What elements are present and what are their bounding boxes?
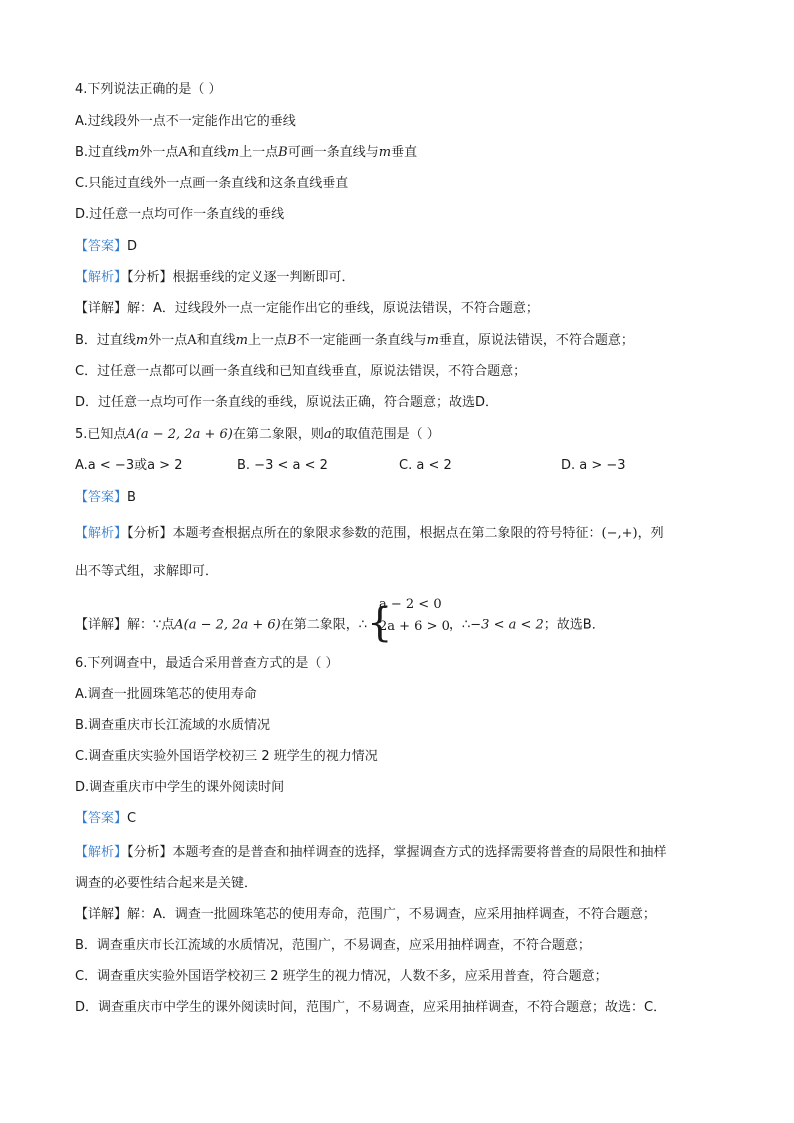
q5-analysis-2: 出不等式组，求解即可．	[75, 564, 219, 579]
q4-option-d: D.过任意一点均可作一条直线的垂线	[75, 207, 285, 222]
q5-option-b: B. −3 < a < 2	[237, 458, 328, 473]
q5-answer	[75, 488, 136, 508]
q6-detail-1: 【详解】解：A．调查一批圆珠笔芯的使用寿命，范围广，不易调查，应采用抽样调查，不符合题意；	[75, 907, 656, 922]
answer-value: C	[127, 811, 137, 826]
text: 垂直	[391, 145, 418, 160]
q5-option-a: A.a < −3或a > 2	[75, 458, 183, 473]
math-var: B	[287, 333, 297, 348]
text: 外一点	[139, 145, 179, 160]
text: 可画一条直线与	[287, 145, 379, 160]
q6-detail-2: B．调查重庆市长江流域的水质情况，范围广，不易调查，应采用抽样调查，不符合题意；	[75, 938, 591, 953]
text: 的取值范围是（ ）	[331, 427, 440, 442]
q4-detail-1: 【详解】解：A．过线段外一点一定能作出它的垂线，原说法错误，不符合题意；	[75, 301, 539, 316]
q5-detail	[75, 597, 605, 646]
text: 在第二象限，则	[232, 427, 324, 442]
answer-tag: 【答案】	[75, 490, 128, 505]
analysis-text: 【分析】本题考查根据点所在的象限求参数的范围，根据点在第二象限的符号特征：	[127, 526, 602, 541]
math-var: B	[278, 145, 288, 160]
math-var: m	[378, 145, 392, 160]
q6-detail-3: C．调查重庆实验外国语学校初三 2 班学生的视力情况，人数不多，应采用普查，符合题意；	[75, 969, 608, 984]
q6-option-a: A.调查一批圆珠笔芯的使用寿命	[75, 687, 257, 702]
answer-tag: 【答案】	[75, 239, 128, 254]
q5-stem	[75, 425, 440, 445]
analysis-tag: 【解析】	[75, 270, 128, 285]
answer-tag: 【答案】	[75, 811, 128, 826]
inequality-1: a − 2 < 0	[379, 597, 442, 612]
text: ，∴	[449, 617, 471, 633]
q4-option-c: C.只能过直线外一点画一条直线和这条直线垂直	[75, 176, 349, 191]
math-sign: (−,+)	[601, 526, 638, 541]
q4-detail-2	[75, 331, 634, 351]
text: ，列	[637, 526, 664, 541]
math-var: m	[127, 145, 140, 160]
q4-stem: 4.下列说法正确的是（ ）	[75, 82, 222, 97]
text: 在第二象限，∴	[280, 617, 367, 633]
q5-option-d: D. a > −3	[561, 458, 626, 473]
q6-analysis-1	[75, 843, 667, 863]
math-point: A(a − 2, 2a + 6)	[126, 427, 233, 442]
analysis-text: 【分析】根据垂线的定义逐一判断即可．	[127, 270, 355, 285]
inequality-system	[367, 597, 450, 646]
q6-stem: 6.下列调查中，最适合采用普查方式的是（ ）	[75, 656, 339, 671]
text: 5.已知点	[75, 427, 127, 442]
text: 上一点	[239, 145, 279, 160]
text: 上一点	[248, 333, 288, 348]
text: ；故选B．	[543, 617, 605, 633]
analysis-tag: 【解析】	[75, 526, 128, 541]
text: 不一定能画一条直线与	[296, 333, 427, 348]
math-var: A	[178, 145, 188, 160]
q6-option-d: D.调查重庆市中学生的课外阅读时间	[75, 780, 285, 795]
math-var: A	[187, 333, 197, 348]
q4-detail-4: D．过任意一点均可作一条直线的垂线，原说法正确，符合题意；故选D．	[75, 395, 499, 410]
inequality-2: 2a + 6 > 0	[379, 619, 450, 634]
q4-option-a: A.过线段外一点不一定能作出它的垂线	[75, 114, 296, 129]
q6-answer	[75, 809, 136, 829]
answer-value: D	[127, 239, 138, 254]
text: 外一点	[148, 333, 188, 348]
q4-analysis	[75, 268, 355, 288]
math-var: m	[135, 333, 149, 348]
q6-option-c: C.调查重庆实验外国语学校初三 2 班学生的视力情况	[75, 749, 378, 764]
analysis-tag: 【解析】	[75, 845, 128, 860]
text: B.过直线	[75, 145, 128, 160]
math-point: A(a − 2, 2a + 6)	[174, 617, 281, 633]
q5-analysis-1	[75, 524, 664, 544]
text: 【详解】解：∵点	[75, 617, 175, 633]
q6-detail-4: D．调查重庆市中学生的课外阅读时间，范围广，不易调查，应采用抽样调查，不符合题意；故选：C．	[75, 1000, 667, 1015]
math-var: m	[226, 145, 240, 160]
math-var: m	[235, 333, 248, 348]
q4-option-b	[75, 143, 417, 163]
text: B．过直线	[75, 333, 136, 348]
answer-value: B	[127, 490, 136, 505]
q5-option-c: C. a < 2	[399, 458, 452, 473]
brace: {	[367, 600, 393, 646]
analysis-text: 【分析】本题考查的是普查和抽样调查的选择，掌握调查方式的选择需要将普查的局限性和抽样	[127, 845, 667, 860]
text: 和直线	[196, 333, 236, 348]
q4-answer	[75, 237, 137, 257]
q6-option-b: B.调查重庆市长江流域的水质情况	[75, 718, 271, 733]
math-var: a	[323, 427, 332, 442]
q4-detail-3: C．过任意一点都可以画一条直线和已知直线垂直，原说法错误，不符合题意；	[75, 364, 527, 379]
math-result: −3 < a < 2	[470, 617, 544, 633]
text: 和直线	[187, 145, 227, 160]
q6-analysis-2: 调查的必要性结合起来是关键．	[75, 876, 258, 891]
math-var: m	[426, 333, 439, 348]
text: 垂直，原说法错误，不符合题意；	[438, 333, 634, 348]
q5-options	[75, 456, 626, 476]
